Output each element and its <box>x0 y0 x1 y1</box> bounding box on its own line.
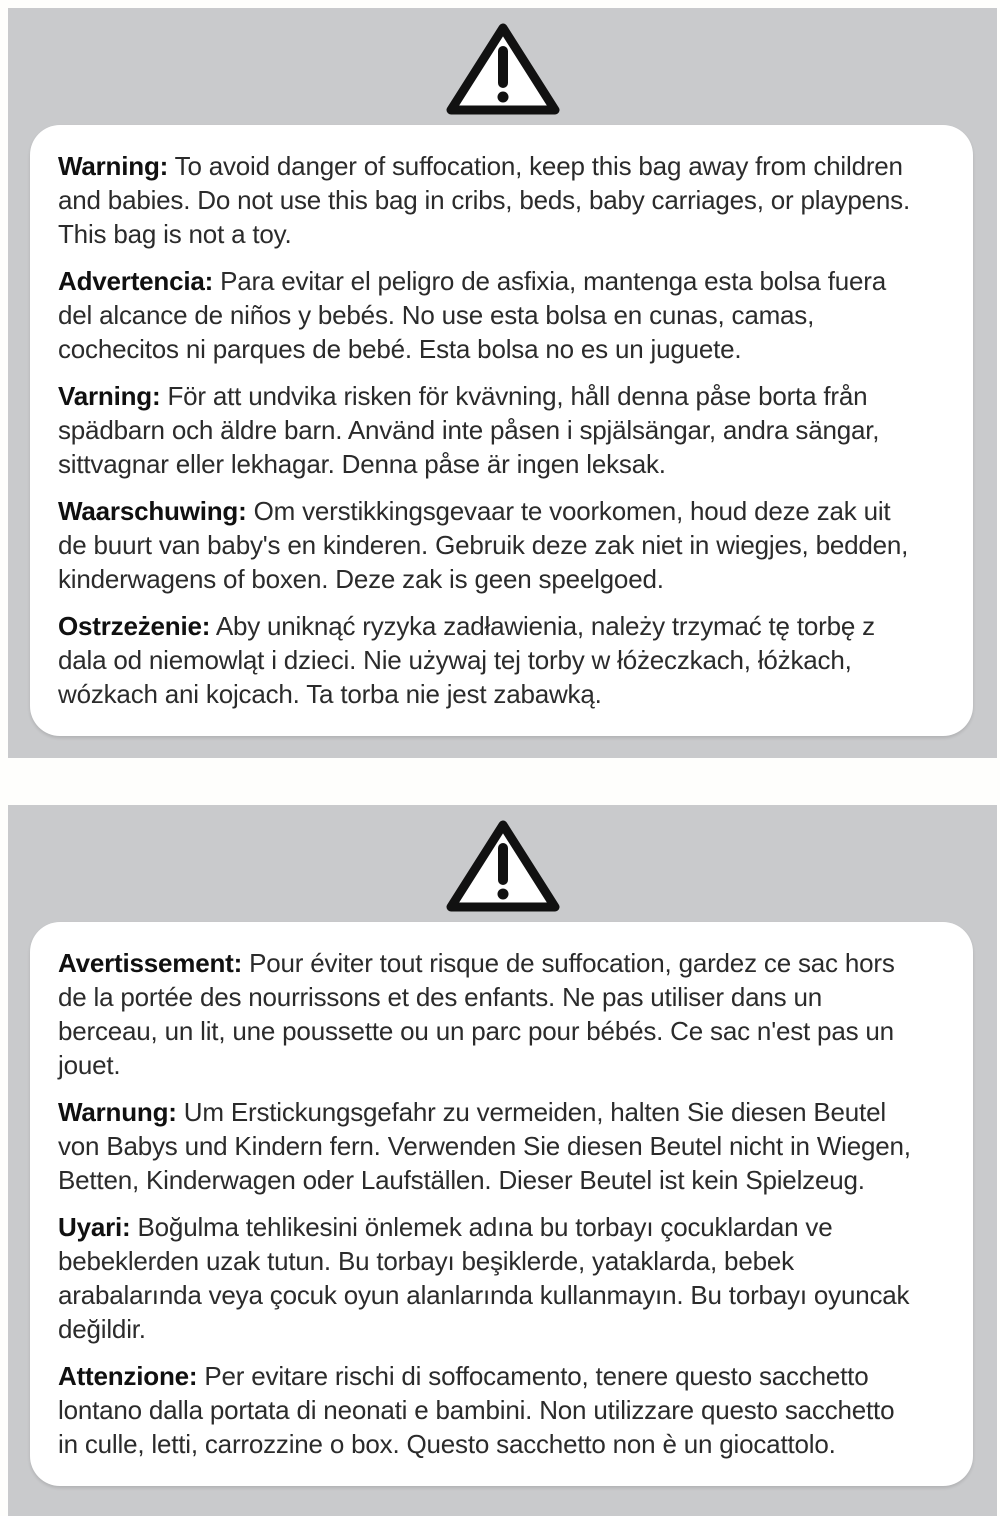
warning-triangle-icon <box>8 805 997 914</box>
warning-paragraph-de <box>58 1095 921 1197</box>
warning-paragraph-pl <box>58 609 921 711</box>
warning-paragraph-nl <box>58 494 921 596</box>
warning-paragraph-es <box>58 264 921 366</box>
warning-language-label-de: Warnung: <box>58 1097 177 1127</box>
warning-text-sv: För att undvika risken för kvävning, håll denna påse borta från spädbarn och äldre barn. Använd inte påsen i spjälsängar, andra sängar, sittvagnar eller lekhagar. Denna påse är ingen leksak. <box>58 381 880 479</box>
warning-text-nl: Om verstikkingsgevaar te voorkomen, houd deze zak uit de buurt van baby's en kinderen. Gebruik deze zak niet in wiegjes, bedden, kinderwagens of boxen. Deze zak is geen speelgoed. <box>58 496 909 594</box>
warning-language-label-fr: Avertissement: <box>58 948 243 978</box>
warning-text-es: Para evitar el peligro de asfixia, mantenga esta bolsa fuera del alcance de niños y bebés. No use esta bolsa en cunas, camas, cochecitos ni parques de bebé. Esta bolsa no es un juguete. <box>58 266 886 364</box>
warning-text-it: Per evitare rischi di soffocamento, tenere questo sacchetto lontano dalla portata di neonati e bambini. Non utilizzare questo sacchetto in culle, letti, carrozzine o box. Questo sacchetto non è un giocattolo. <box>58 1361 895 1459</box>
warning-card-2 <box>30 922 973 1486</box>
warning-triangle-icon <box>8 8 997 117</box>
warning-text-de: Um Erstickungsgefahr zu vermeiden, halten Sie diesen Beutel von Babys und Kindern fern. Verwenden Sie diesen Beutel nicht in Wiegen, Betten, Kinderwagen oder Laufställen. Dieser Beutel ist kein Spielzeug. <box>58 1097 911 1195</box>
warning-language-label-it: Attenzione: <box>58 1361 198 1391</box>
warning-language-label-pl: Ostrzeżenie: <box>58 611 211 641</box>
warning-card-1 <box>30 125 973 736</box>
warning-text-en: To avoid danger of suffocation, keep this bag away from children and babies. Do not use this bag in cribs, beds, baby carriages, or playpens. This bag is not a toy. <box>58 151 910 249</box>
warning-language-label-nl: Waarschuwing: <box>58 496 247 526</box>
warning-language-label-en: Warning: <box>58 151 169 181</box>
warning-paragraph-tr <box>58 1210 921 1346</box>
warning-language-label-sv: Varning: <box>58 381 161 411</box>
warning-language-label-tr: Uyari: <box>58 1212 131 1242</box>
warning-language-label-es: Advertencia: <box>58 266 214 296</box>
warning-panel-1 <box>8 8 997 758</box>
warning-text-pl: Aby uniknąć ryzyka zadławienia, należy trzymać tę torbę z dala od niemowląt i dzieci. Nie używaj tej torby w łóżeczkach, łóżkach, wózkach ani kojcach. Ta torba nie jest zabawką. <box>58 611 875 709</box>
warning-text-tr: Boğulma tehlikesini önlemek adına bu torbayı çocuklardan ve bebeklerden uzak tutun. Bu torbayı beşiklerde, yataklarda, bebek arabalarında veya çocuk oyun alanlarında kullanmayın. Bu torbayı oyuncak değildir. <box>58 1212 910 1344</box>
suffocation-warning-label <box>0 8 1000 1516</box>
warning-paragraph-it <box>58 1359 921 1461</box>
warning-panel-2 <box>8 805 997 1516</box>
warning-paragraph-sv <box>58 379 921 481</box>
warning-paragraph-fr <box>58 946 921 1082</box>
warning-paragraph-en <box>58 149 921 251</box>
warning-text-fr: Pour éviter tout risque de suffocation, gardez ce sac hors de la portée des nourrissons et des enfants. Ne pas utiliser dans un berceau, un lit, une poussette ou un parc pour bébés. Ce sac n'est pas un jouet. <box>58 948 895 1080</box>
